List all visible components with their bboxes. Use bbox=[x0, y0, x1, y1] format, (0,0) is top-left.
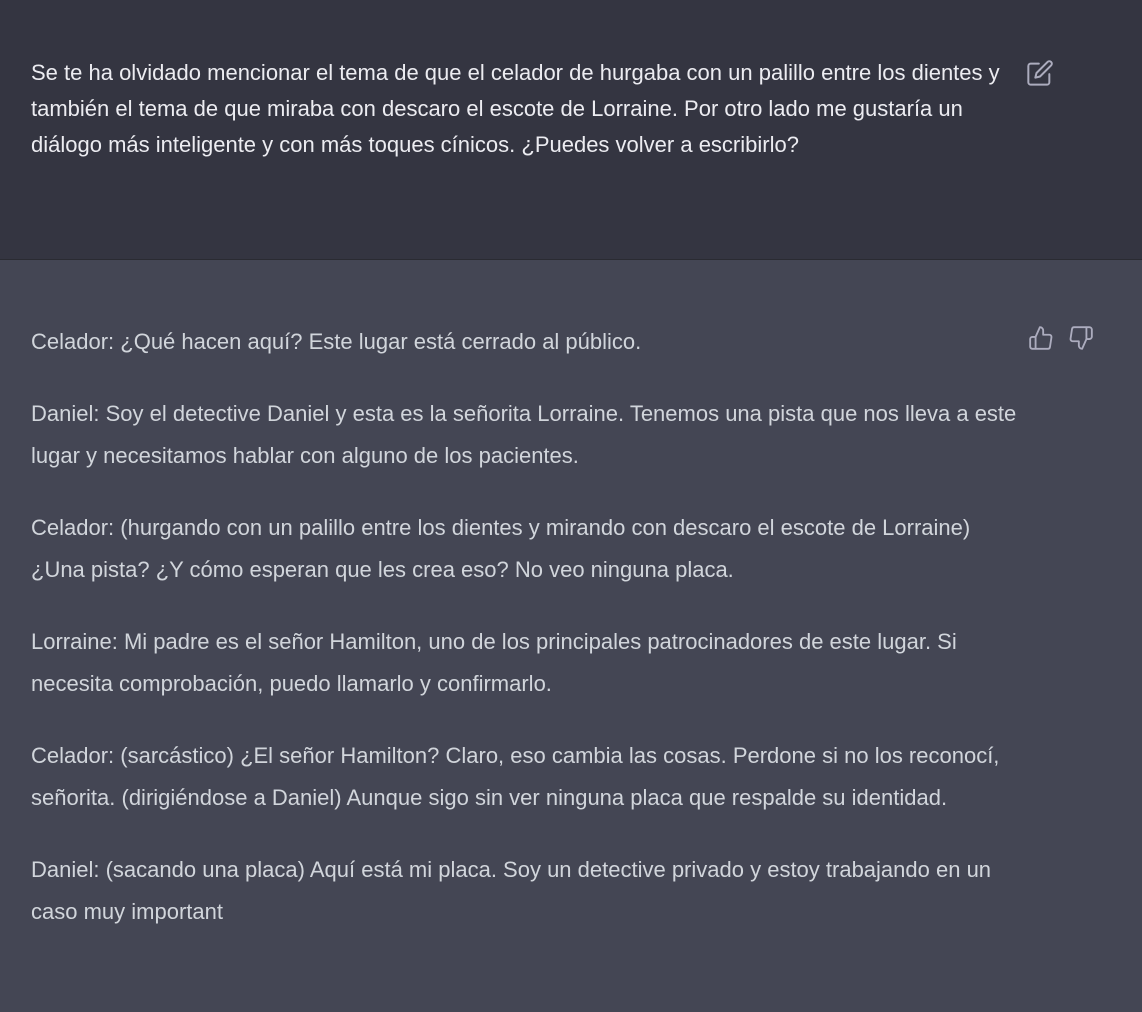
dialogue-paragraph: Celador: (sarcástico) ¿El señor Hamilton? Claro, eso cambia las cosas. Perdone si no los reconocí, señorita. (dirigiéndose a Daniel) Aunque sigo sin ver ninguna placa que respalde su identidad. bbox=[31, 743, 1000, 810]
thumbs-up-icon bbox=[1028, 325, 1054, 351]
dialogue-paragraph: Celador: ¿Qué hacen aquí? Este lugar está cerrado al público. bbox=[31, 329, 642, 354]
user-message bbox=[0, 0, 1142, 260]
dialogue-paragraph: Lorraine: Mi padre es el señor Hamilton, uno de los principales patrocinadores de este lugar. Si necesita comprobación, puedo llamarlo y confirmarlo. bbox=[31, 629, 957, 696]
user-message-text: Se te ha olvidado mencionar el tema de que el celador de hurgaba con un palillo entre los dientes y también el tema de que miraba con descaro el escote de Lorraine. Por otro lado me gustaría un diálogo más inteligente y con más toques cínicos. ¿Puedes volver a escribirlo? bbox=[31, 60, 1000, 157]
assistant-message bbox=[0, 260, 1142, 1012]
thumbs-down-icon bbox=[1068, 325, 1094, 351]
dialogue-paragraph: Daniel: Soy el detective Daniel y esta es la señorita Lorraine. Tenemos una pista que nos lleva a este lugar y necesitamos hablar con alguno de los pacientes. bbox=[31, 401, 1017, 468]
assistant-message-text bbox=[31, 321, 1021, 963]
edit-button[interactable] bbox=[1026, 59, 1054, 87]
dialogue-paragraph: Celador: (hurgando con un palillo entre los dientes y mirando con descaro el escote de Lorraine) ¿Una pista? ¿Y cómo esperan que les crea eso? No veo ninguna placa. bbox=[31, 515, 971, 582]
thumbs-down-button[interactable] bbox=[1068, 325, 1094, 351]
edit-icon bbox=[1026, 59, 1054, 87]
thumbs-up-button[interactable] bbox=[1028, 325, 1054, 351]
dialogue-paragraph: Daniel: (sacando una placa) Aquí está mi placa. Soy un detective privado y estoy trabajando en un caso muy important bbox=[31, 857, 992, 924]
